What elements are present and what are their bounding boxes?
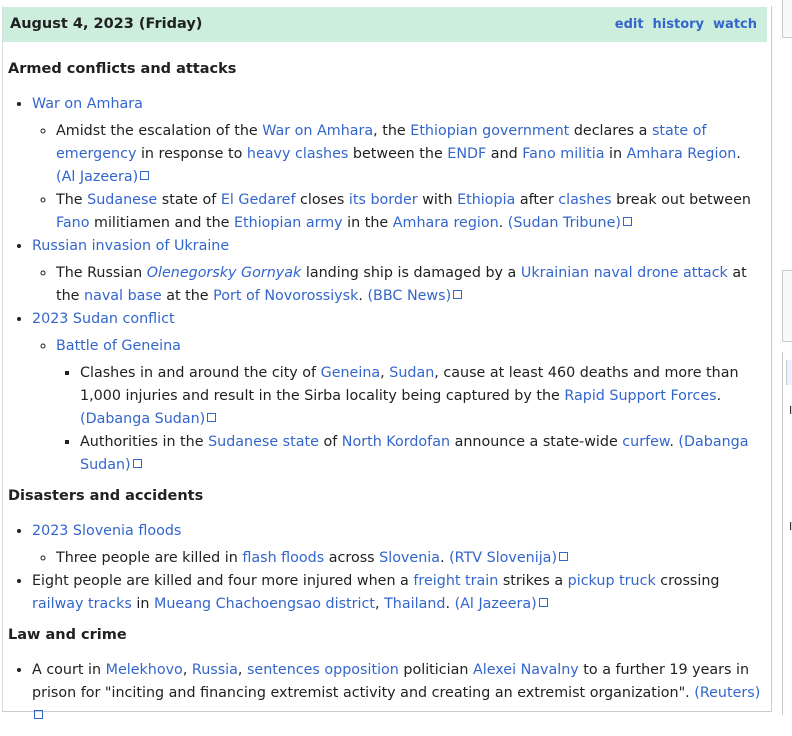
- source-link[interactable]: (Dabanga Sudan): [80, 411, 216, 427]
- link[interactable]: Sudanese state: [208, 434, 319, 450]
- link[interactable]: naval base: [84, 288, 162, 304]
- link[interactable]: heavy clashes: [246, 146, 349, 162]
- source-link[interactable]: (BBC News): [367, 288, 462, 304]
- link[interactable]: Amhara region: [392, 215, 499, 231]
- link[interactable]: railway tracks: [32, 596, 132, 612]
- section-heading-armed-conflicts: Armed conflicts and attacks: [8, 61, 237, 77]
- list-item: ◦ Amidst the escalation of the War on Amhara, the Ethiopian government declares a state of emergency in response to heavy clashes between the ENDF and Fano militia in Amhara Region. (Al Jazeera): [56, 120, 762, 189]
- link[interactable]: sentences: [246, 662, 320, 678]
- link[interactable]: Sudanese: [87, 192, 158, 208]
- law-and-crime-list: [8, 659, 762, 728]
- list-item: • Eight people are killed and four more injured when a freight train strikes a pickup truck crossing railway tracks in Mueang Chachoengsao district, Thailand. (Al Jazeera): [32, 570, 762, 616]
- list-item: ▪ Authorities in the Sudanese state of North Kordofan announce a state-wide curfew. (Dabanga Sudan): [80, 431, 762, 477]
- sidebar-text: I: [789, 404, 792, 417]
- link[interactable]: Russia: [191, 662, 238, 678]
- date-title: August 4, 2023 (Friday): [10, 16, 203, 32]
- link[interactable]: 2023 Sudan conflict: [32, 311, 175, 327]
- date-header: [3, 7, 767, 42]
- source-link[interactable]: (Al Jazeera): [56, 169, 149, 185]
- link[interactable]: Sudan: [389, 365, 435, 381]
- link[interactable]: War on Amhara: [262, 123, 374, 139]
- link[interactable]: pickup truck: [567, 573, 656, 589]
- watch-link[interactable]: watch: [713, 17, 757, 32]
- link[interactable]: Ukrainian naval drone attack: [520, 265, 728, 281]
- source-link[interactable]: (Dabanga Sudan): [80, 434, 749, 473]
- link[interactable]: Ethiopian army: [234, 215, 343, 231]
- source-link[interactable]: (Reuters): [32, 685, 760, 724]
- link[interactable]: Ethiopian government: [410, 123, 570, 139]
- link[interactable]: North Kordofan: [341, 434, 451, 450]
- history-link[interactable]: history: [652, 17, 705, 32]
- link[interactable]: Melekhovo: [105, 662, 183, 678]
- link[interactable]: Thailand: [384, 596, 446, 612]
- link[interactable]: Slovenia: [379, 550, 440, 566]
- link[interactable]: clashes: [558, 192, 612, 208]
- link[interactable]: Alexei Navalny: [472, 662, 579, 678]
- armed-conflicts-list: [8, 93, 762, 477]
- source-link[interactable]: (Sudan Tribune): [508, 215, 632, 231]
- link[interactable]: Battle of Geneina: [56, 338, 181, 354]
- link[interactable]: ENDF: [447, 146, 487, 162]
- link[interactable]: War on Amhara: [32, 96, 143, 112]
- list-item: • A court in Melekhovo, Russia, sentences opposition politician Alexei Navalny to a further 19 years in prison for "inciting and financing extremist activity and creating an extremist organization". (Reuters): [32, 659, 762, 728]
- link[interactable]: El Gedaref: [220, 192, 296, 208]
- section-heading-disasters: Disasters and accidents: [8, 488, 204, 504]
- link[interactable]: its border: [348, 192, 418, 208]
- link[interactable]: Port of Novorossiysk: [213, 288, 359, 304]
- sidebar-text: I: [789, 520, 792, 533]
- list-item: [32, 93, 762, 235]
- list-item: [32, 235, 762, 308]
- link[interactable]: curfew: [622, 434, 670, 450]
- link[interactable]: Russian invasion of Ukraine: [32, 238, 230, 254]
- link[interactable]: Mueang Chachoengsao district: [154, 596, 375, 612]
- link[interactable]: Geneina: [320, 365, 381, 381]
- disasters-list: [8, 520, 762, 616]
- link[interactable]: Amhara Region: [626, 146, 737, 162]
- link[interactable]: Fano: [56, 215, 90, 231]
- list-item: ◦ The Russian Olenegorsky Gornyak landing ship is damaged by a Ukrainian naval drone attack at the naval base at the Port of Novorossiysk. (BBC News): [56, 262, 762, 308]
- list-item: [32, 520, 762, 570]
- link[interactable]: opposition: [324, 662, 399, 678]
- source-link[interactable]: (RTV Slovenija): [449, 550, 568, 566]
- list-item: ◦ Three people are killed in flash floods across Slovenia. (RTV Slovenija): [56, 547, 762, 570]
- list-item: [56, 335, 762, 477]
- link[interactable]: Fano militia: [522, 146, 605, 162]
- link[interactable]: Olenegorsky Gornyak: [146, 265, 302, 281]
- list-item: ◦ The Sudanese state of El Gedaref closes its border with Ethiopia after clashes break out between Fano militiamen and the Ethiopian army in the Amhara region. (Sudan Tribune): [56, 189, 762, 235]
- link[interactable]: Rapid Support Forces: [564, 388, 717, 404]
- sidebar-box: [782, 0, 792, 38]
- section-heading-law-and-crime: Law and crime: [8, 627, 127, 643]
- link[interactable]: state of emergency: [56, 123, 707, 162]
- link[interactable]: Ethiopia: [457, 192, 516, 208]
- link[interactable]: flash floods: [242, 550, 325, 566]
- header-links: [606, 17, 757, 32]
- list-item: ▪ Clashes in and around the city of Geneina, Sudan, cause at least 460 deaths and more than 1,000 injuries and result in the Sirba locality being captured by the Rapid Support Forces. (Dabanga Sudan): [80, 362, 762, 431]
- edit-link[interactable]: edit: [614, 17, 644, 32]
- list-item: [32, 308, 762, 477]
- sidebar-header: [786, 360, 792, 385]
- news-content: [8, 58, 762, 736]
- sidebar-box: [782, 270, 792, 342]
- link[interactable]: 2023 Slovenia floods: [32, 523, 182, 539]
- link[interactable]: freight train: [413, 573, 499, 589]
- source-link[interactable]: (Al Jazeera): [455, 596, 548, 612]
